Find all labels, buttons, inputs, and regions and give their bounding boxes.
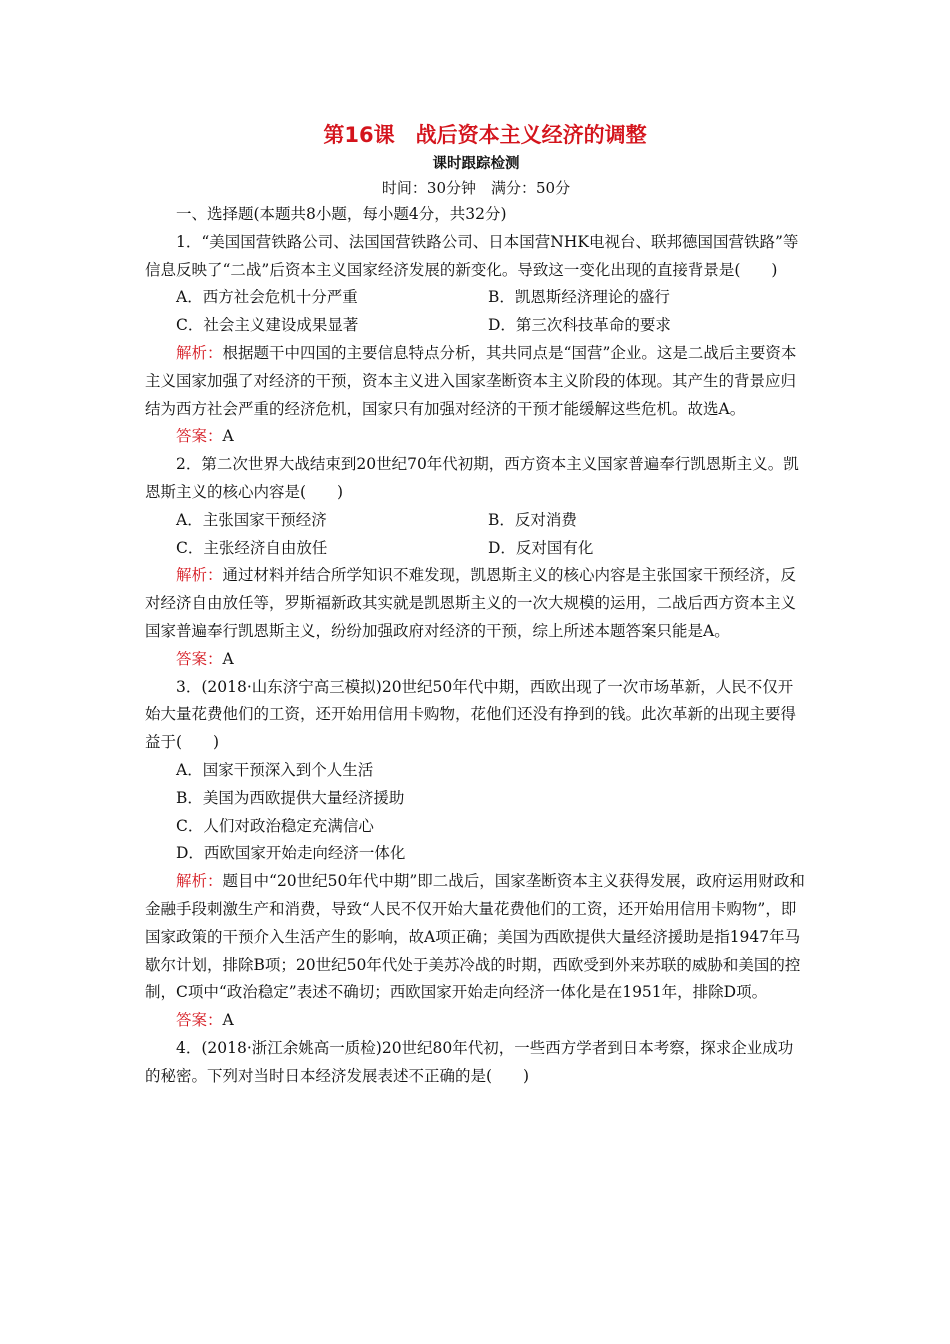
question-2-answer-value: A: [222, 649, 234, 668]
question-2-options-row-2: [145, 535, 807, 563]
analysis-label: 解析：: [176, 566, 223, 585]
question-1-options-row-2: [145, 312, 807, 340]
time-score-line: 时间：30分钟 满分：50分: [381, 179, 571, 197]
question-2-option-b: B．反对消费: [488, 510, 577, 529]
question-3-answer-value: A: [222, 1011, 234, 1030]
question-1-analysis: [145, 340, 807, 423]
answer-label: 答案：: [176, 427, 223, 446]
question-3-analysis: [145, 868, 807, 1007]
question-2-options-row-1: [145, 507, 807, 535]
question-3-analysis-text: 题目中“20世纪50年代中期”即二战后，国家垄断资本主义获得发展，政府运用财政和金融手段刺激生产和消费，导致“人民不仅开始大量花费他们的工资，还开始用信用卡购物”，即国家政策的干预介入生活产生的影响，故A项正确；美国为西欧提供大量经济援助是指1947年马歇尔计划，排除B项；20世纪50年代处于美苏冷战的时期，西欧受到外来苏联的威胁和美国的控制，C项中“政治稳定”表述不确切；西欧国家开始走向经济一体化是在1951年，排除D项。: [145, 872, 805, 1002]
answer-label: 答案：: [176, 1011, 223, 1030]
question-1-analysis-text: 根据题干中四国的主要信息特点分析，其共同点是“国营”企业。这是二战后主要资本主义国家加强了对经济的干预，资本主义进入国家垄断资本主义阶段的体现。其产生的背景应归结为西方社会严重的经济危机，国家只有加强对经济的干预才能缓解这些危机。故选A。: [145, 343, 797, 418]
question-3-option-b: B．美国为西欧提供大量经济援助: [176, 788, 405, 807]
lesson-subtitle: 课时跟踪检测: [432, 156, 520, 172]
question-2-analysis: [145, 562, 807, 645]
analysis-label: 解析：: [176, 872, 223, 891]
question-1-answer: [145, 423, 807, 451]
question-3-option-a: A．国家干预深入到个人生活: [176, 760, 374, 779]
analysis-label: 解析：: [176, 343, 223, 362]
question-1-options-row-1: [145, 284, 807, 312]
question-3-answer: [145, 1007, 807, 1035]
question-2-option-a: A．主张国家干预经济: [176, 510, 327, 529]
question-2-analysis-text: 通过材料并结合所学知识不难发现，凯恩斯主义的核心内容是主张国家干预经济，反对经济自由放任等，罗斯福新政其实就是凯恩斯主义的一次大规模的运用，二战后西方资本主义国家普遍奉行凯恩斯主义，纷纷加强政府对经济的干预，综上所述本题答案只能是A。: [145, 566, 797, 640]
question-2-answer: [145, 646, 807, 674]
section-heading: 一、选择题(本题共8小题，每小题4分，共32分): [176, 205, 507, 223]
question-3-option-d: D．西欧国家开始走向经济一体化: [176, 844, 406, 863]
question-2-stem: 2．第二次世界大战结束到20世纪70年代初期，西方资本主义国家普遍奉行凯恩斯主义。凯恩斯主义的核心内容是( ): [145, 455, 799, 501]
question-2-option-d: D．反对国有化: [488, 538, 594, 557]
question-3-option-c: C．人们对政治稳定充满信心: [176, 816, 374, 835]
question-1-option-d: D．第三次科技革命的要求: [488, 316, 671, 335]
question-2-option-c: C．主张经济自由放任: [176, 538, 328, 557]
answer-label: 答案：: [176, 649, 223, 668]
question-1-option-a: A．西方社会危机十分严重: [176, 288, 358, 307]
question-1-stem: 1．“美国国营铁路公司、法国国营铁路公司、日本国营NHK电视台、联邦德国国营铁路”等信息反映了“二战”后资本主义国家经济发展的新变化。导致这一变化出现的直接背景是( ): [145, 232, 799, 279]
question-1-option-b: B．凯恩斯经济理论的盛行: [488, 288, 670, 307]
question-4-stem: 4．(2018·浙江余姚高一质检)20世纪80年代初，一些西方学者到日本考察，探求企业成功的秘密。下列对当时日本经济发展表述不正确的是( ): [145, 1038, 794, 1085]
lesson-title: 第16课 战后资本主义经济的调整: [323, 123, 647, 147]
question-3-stem: 3．(2018·山东济宁高三模拟)20世纪50年代中期，西欧出现了一次市场革新，人民不仅开始大量花费他们的工资，还开始用信用卡购物，花他们还没有挣到的钱。此次革新的出现主要得益于( ): [145, 677, 797, 752]
document-page: [145, 118, 807, 1091]
question-1-answer-value: A: [222, 427, 234, 446]
question-1-option-c: C．社会主义建设成果显著: [176, 316, 359, 335]
